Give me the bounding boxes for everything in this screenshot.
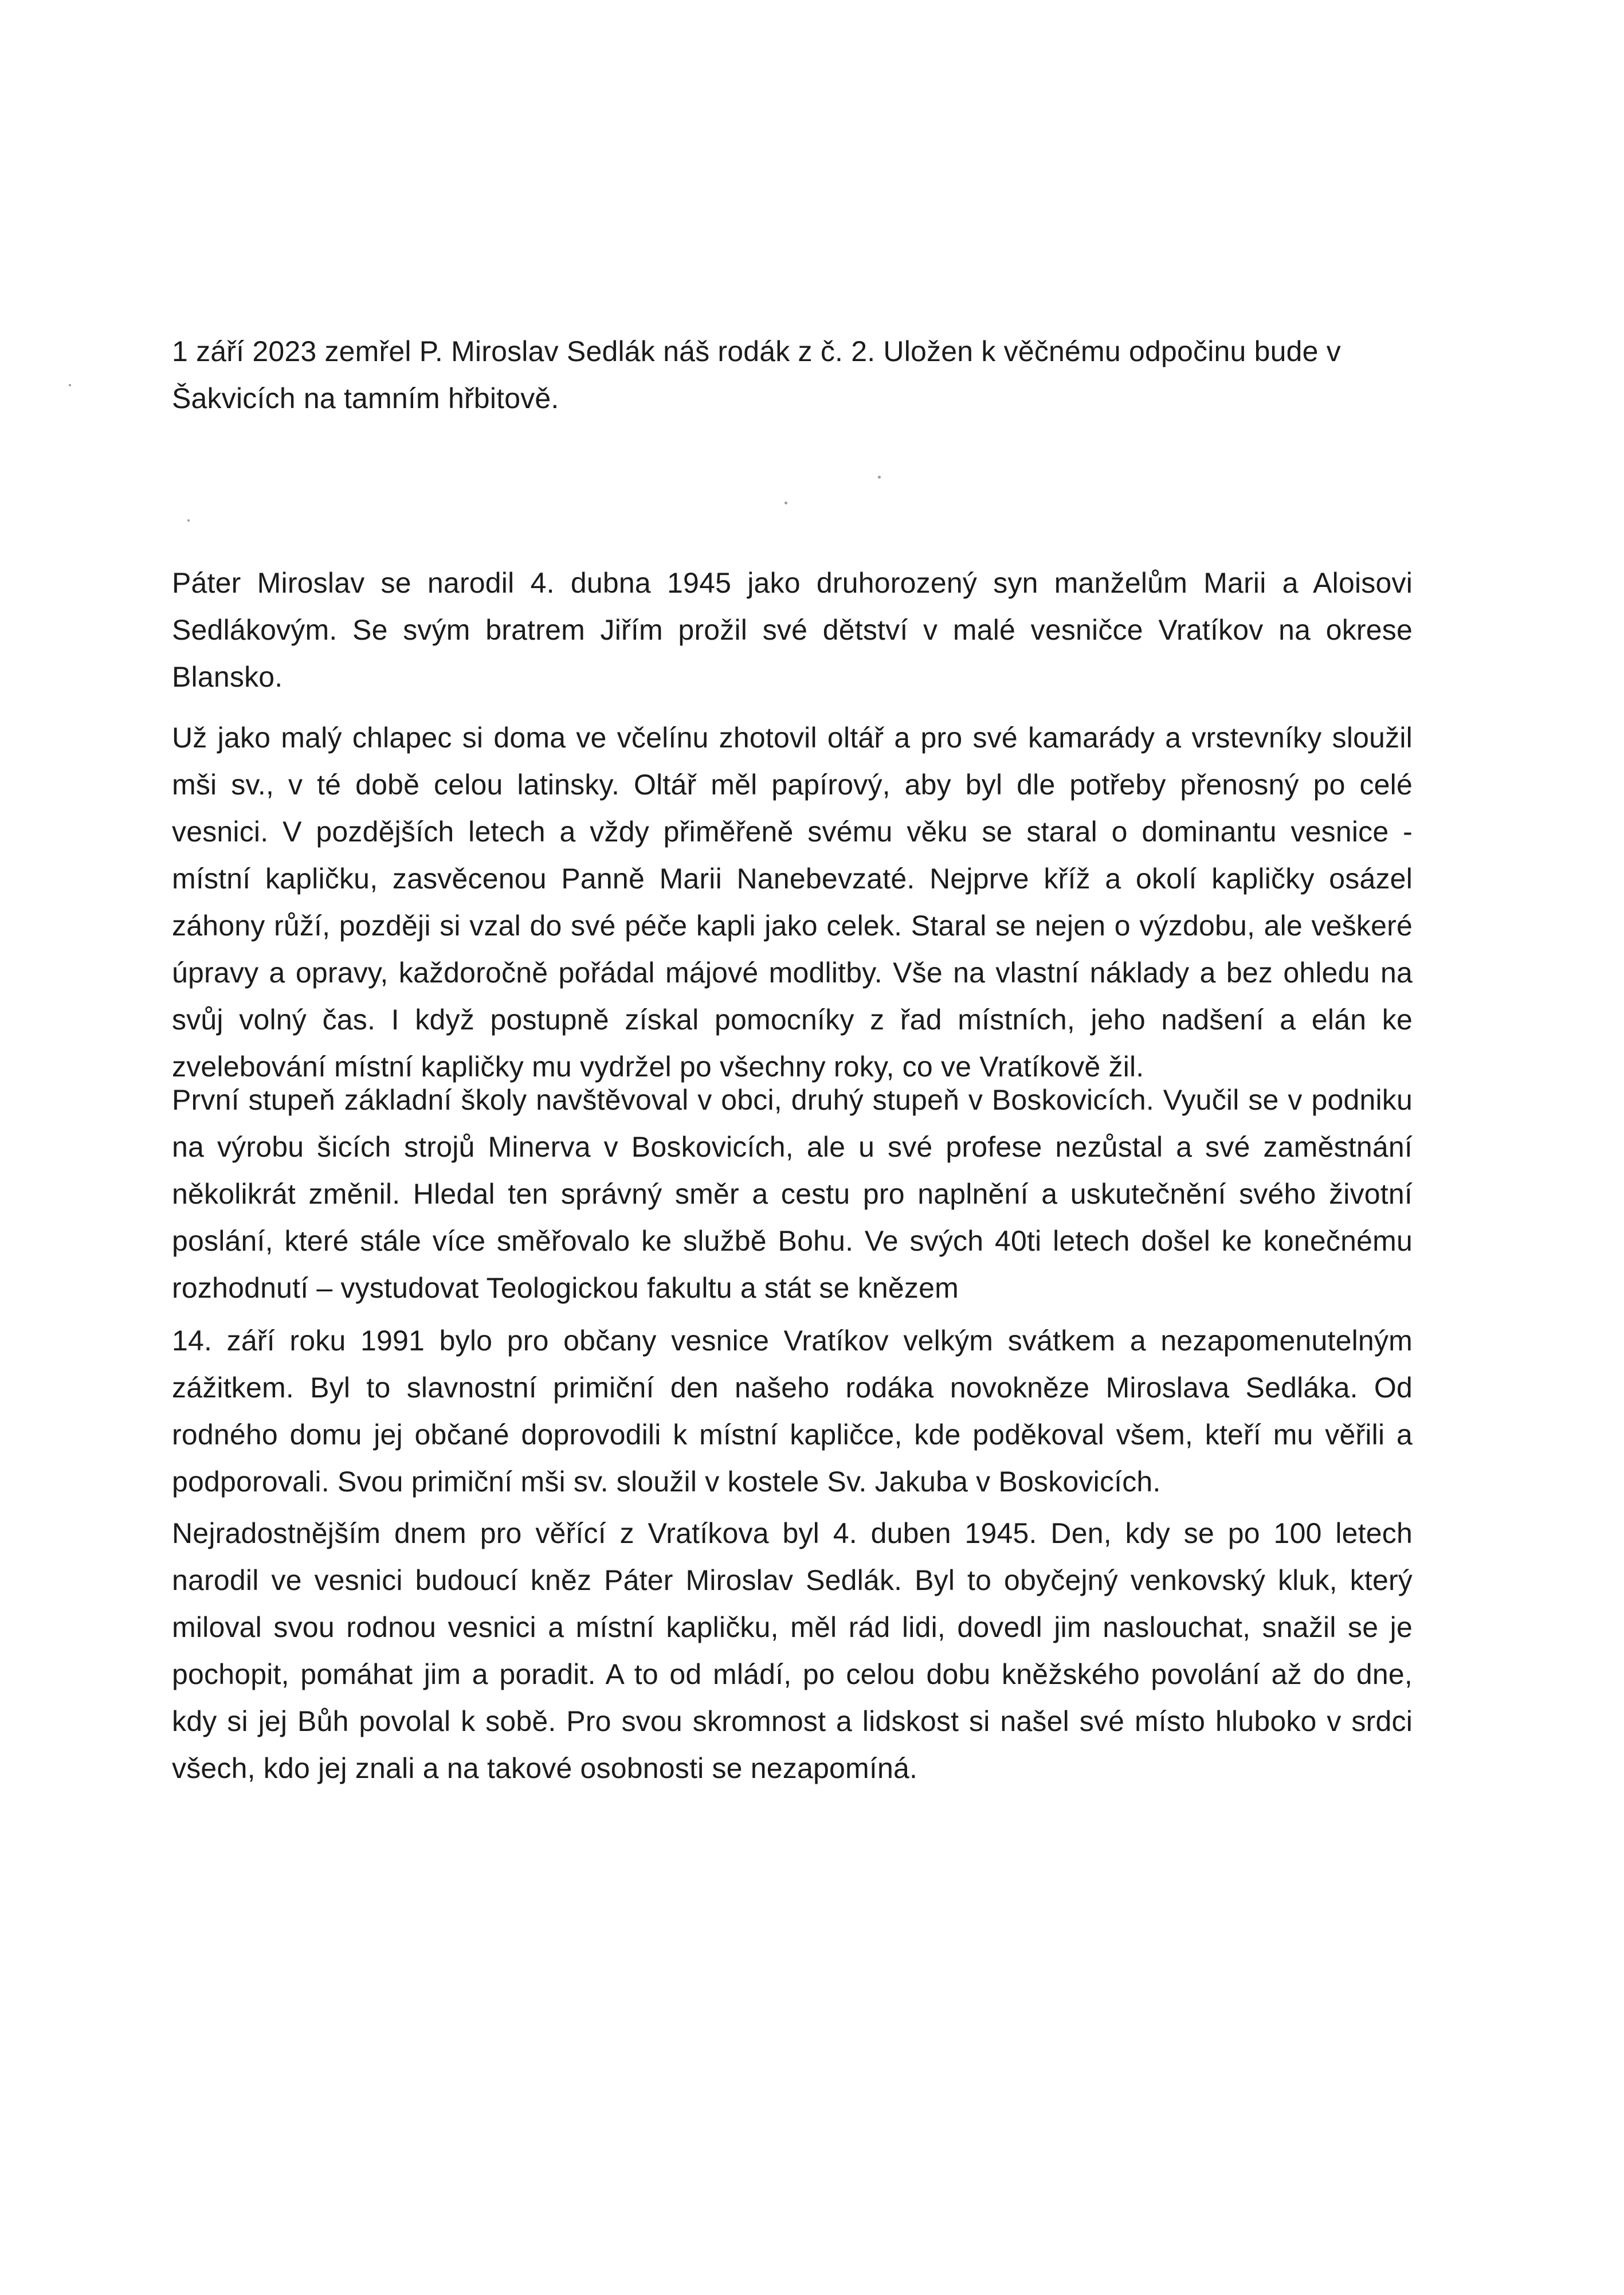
scan-speck [878, 476, 881, 479]
paragraph-childhood-chapel: Už jako malý chlapec si doma ve včelínu zhotovil oltář a pro své kamarády a vrstevníky sloužil mši sv., v té době celou latinsky. Oltář měl papírový, aby byl dle potřeby přenosný po celé vesnici. V pozdějších letech a vždy přiměřeně svému věku se staral o dominantu vesnice - místní kapličku, zasvěcenou Panně Marii Nanebevzaté. Nejprve kříž a okolí kapličky osázel záhony růží, později si vzal do své péče kapli jako celek. Staral se nejen o výzdobu, ale veškeré úpravy a opravy, každoročně pořádal májové modlitby. Vše na vlastní náklady a bez ohledu na svůj volný čas. I když postupně získal pomocníky z řad místních, jeho nadšení a elán ke zvelebování místní kapličky mu vydržel po všechny roky, co ve Vratíkově žil. [172, 722, 1413, 1083]
scan-speck [784, 502, 787, 504]
paragraph-birth: Páter Miroslav se narodil 4. dubna 1945 jako druhorozený syn manželům Marii a Aloisovi Sedlákovým. Se svým bratrem Jiřím prožil své dětství v malé vesničce Vratíkov na okrese Blansko. [172, 567, 1413, 693]
paragraph-remembrance: Nejradostnějším dnem pro věřící z Vratíkova byl 4. duben 1945. Den, kdy se po 100 letech narodil ve vesnici budoucí kněz Páter Miroslav Sedlák. Byl to obyčejný venkovský kluk, který miloval svou rodnou vesnici a místní kapličku, měl rád lidi, dovedl jim naslouchat, snažil se je pochopit, pomáhat jim a poradit. A to od mládí, po celou dobu kněžského povolání až do dne, kdy si jej Bůh povolal k sobě. Pro svou skromnost a lidskost si našel své místo hluboko v srdci všech, kdo jej znali a na takové osobnosti se nezapomíná. [172, 1517, 1413, 1784]
scan-speck [69, 384, 71, 386]
paragraph-death-notice: 1 září 2023 zemřel P. Miroslav Sedlák náš rodák z č. 2. Uložen k věčnému odpočinu bude v Šakvicích na tamním hřbitově. [172, 335, 1341, 414]
paragraph-first-mass: 14. září roku 1991 bylo pro občany vesnice Vratíkov velkým svátkem a nezapomenutelným zážitkem. Byl to slavnostní primiční den našeho rodáka novokněze Miroslava Sedláka. Od rodného domu jej občané doprovodili k místní kapličce, kde poděkoval všem, kteří mu věřili a podporovali. Svou primiční mši sv. sloužil v kostele Sv. Jakuba v Boskovicích. [172, 1325, 1413, 1498]
scan-speck [187, 519, 190, 522]
paragraph-education-vocation: První stupeň základní školy navštěvoval v obci, druhý stupeň v Boskovicích. Vyučil se v podniku na výrobu šicích strojů Minerva v Boskovicích, ale u své profese nezůstal a své zaměstnání několikrát změnil. Hledal ten správný směr a cestu pro naplnění a uskutečnění svého životní poslání, které stále více směřovalo ke službě Bohu. Ve svých 40ti letech došel ke konečnému rozhodnutí – vystudovat Teologickou fakultu a stát se knězem [172, 1084, 1413, 1304]
